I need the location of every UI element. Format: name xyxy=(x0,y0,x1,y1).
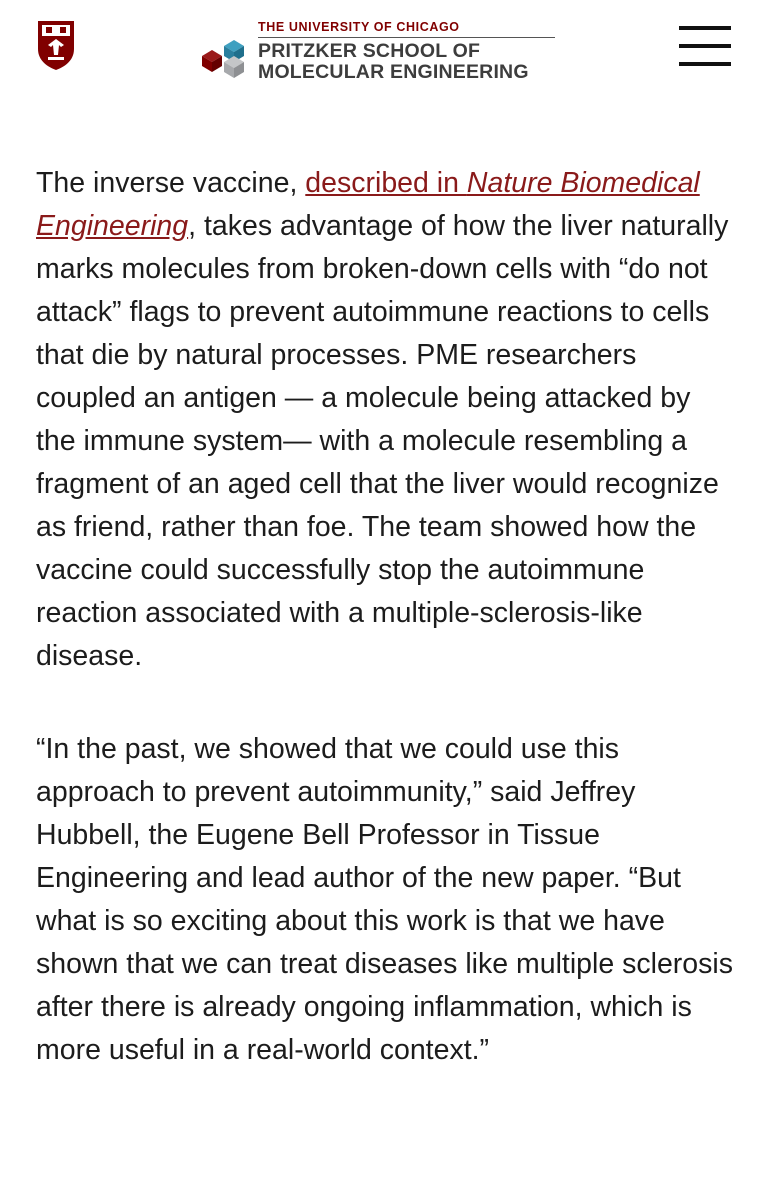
site-header xyxy=(0,0,769,100)
menu-bar xyxy=(679,26,731,30)
menu-bar xyxy=(679,44,731,48)
paragraph-1 xyxy=(36,162,736,678)
school-name-line2: MOLECULAR ENGINEERING xyxy=(258,61,529,83)
school-logo[interactable] xyxy=(200,20,560,84)
university-shield-icon[interactable] xyxy=(36,19,76,71)
article-body xyxy=(36,162,736,1122)
menu-bar xyxy=(679,62,731,66)
journal-name: Nature Biomedical Engineering xyxy=(36,167,700,242)
school-name-line1: PRITZKER SCHOOL OF xyxy=(258,40,481,62)
paragraph-2: “In the past, we showed that we could use this approach to prevent autoimmunity,” said Jeffrey Hubbell, the Eugene Bell Professor in Tissue Engineering and lead author of the new paper. “But what is so exciting about this work is that we have shown that we can treat diseases like multiple sclerosis after there is already ongoing inflammation, which is more useful in a real-world context.” xyxy=(36,733,733,1066)
hamburger-menu-icon[interactable] xyxy=(679,26,731,68)
link-text: described in xyxy=(305,167,467,199)
logo-divider xyxy=(258,37,555,38)
paragraph-text: The inverse vaccine, xyxy=(36,167,306,199)
paragraph-text: , takes advantage of how the liver naturally marks molecules from broken-down cells with “do not attack” flags to prevent autoimmune reactions to cells that die by natural processes. PME researchers coupled an antigen — a molecule being attacked by the immune system— with a molecule resembling a fragment of an aged cell that the liver would recognize as friend, rather than foe. The team showed how the vaccine could successfully stop the autoimmune reaction associated with a multiple-sclerosis-like disease. xyxy=(36,210,729,672)
university-name: THE UNIVERSITY OF CHICAGO xyxy=(258,20,460,34)
cube-logo-icon xyxy=(200,36,248,82)
